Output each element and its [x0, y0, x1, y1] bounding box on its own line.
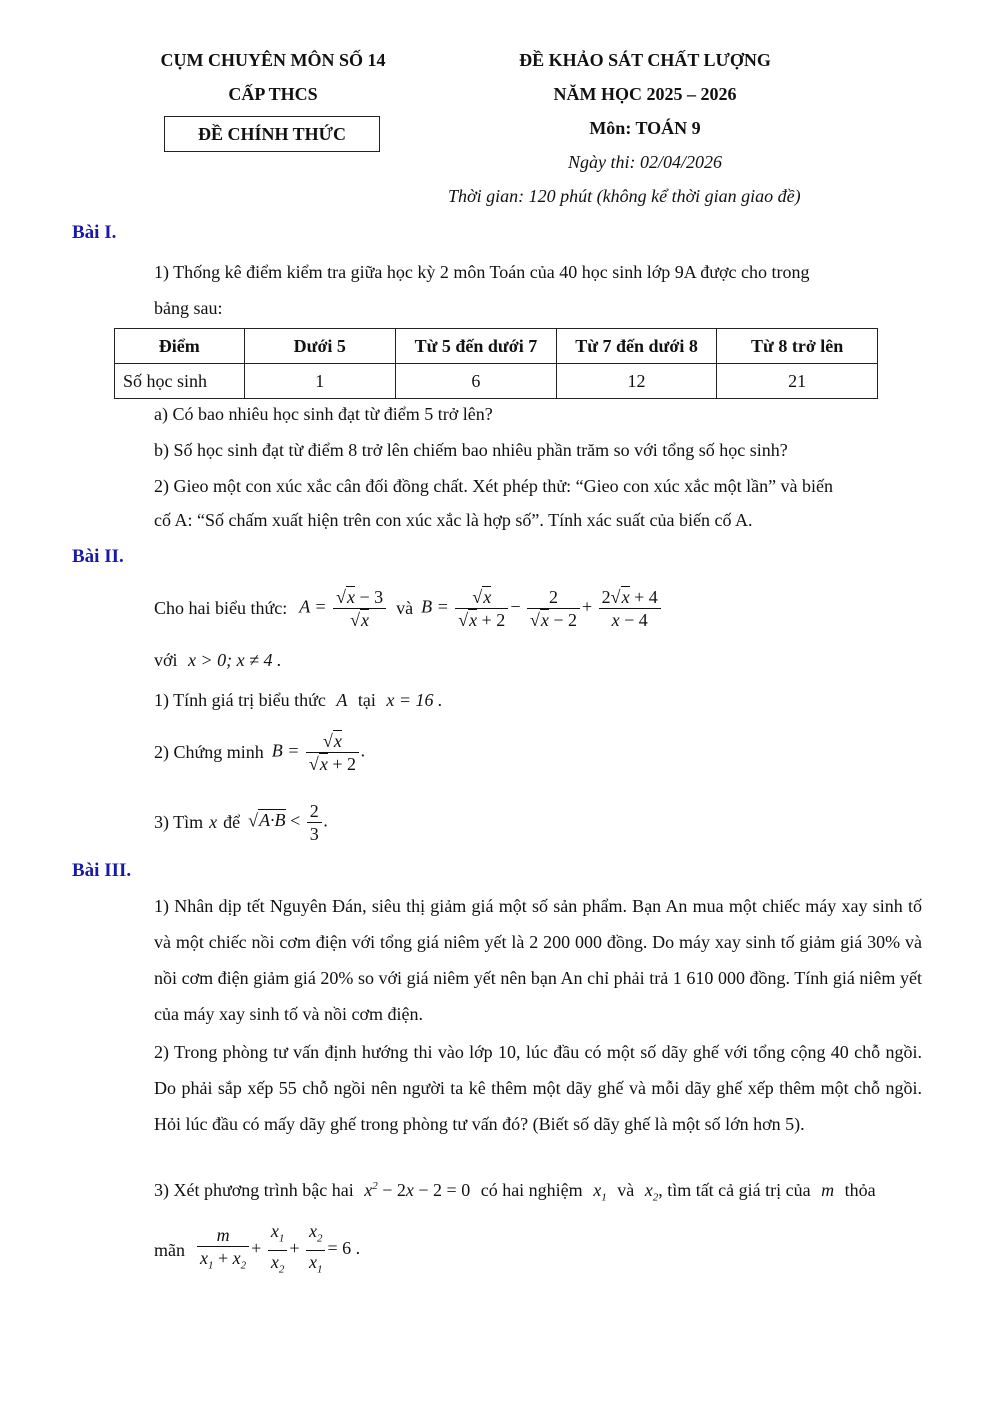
section-2-heading: Bài II. — [72, 546, 124, 567]
b1-q1-intro-a: 1) Thống kê điểm kiểm tra giữa học kỳ 2 môn Toán của 40 học sinh lớp 9A được cho trong — [154, 262, 810, 282]
table-cell: 21 — [717, 364, 878, 399]
q3-text: 3) Tìm — [154, 811, 204, 832]
q1-text: 1) Tính giá trị biểu thức — [154, 690, 326, 710]
b2-q3: 3) Tìm x để √A·B < $\frac{2}{3}$ . — [154, 800, 329, 844]
table-header-cell: Từ 8 trở lên — [717, 329, 878, 364]
b1-q1-intro-b: bảng sau: — [154, 298, 223, 318]
b2-intro: Cho hai biểu thức: — [154, 597, 288, 618]
section-3-heading: Bài III. — [72, 860, 132, 881]
p3-and: và — [617, 1180, 635, 1200]
p3-man: mãn — [154, 1239, 185, 1260]
q3-de: để — [223, 811, 241, 832]
b1-qb: b) Số học sinh đạt từ điểm 8 trở lên chiếm bao nhiêu phần trăm so với tổng số học sinh? — [154, 440, 788, 460]
cond-label: với — [154, 650, 178, 670]
org-level: CẤP THCS — [228, 84, 318, 104]
cond-expr: x > 0; x ≠ 4 . — [188, 650, 282, 670]
b2-q1 — [154, 690, 443, 711]
table-header-cell: Từ 7 đến dưới 8 — [556, 329, 717, 364]
p3-mid: có hai nghiệm — [480, 1180, 583, 1200]
exam-year: NĂM HỌC 2025 – 2026 — [553, 84, 737, 104]
b3-p1: 1) Nhân dịp tết Nguyên Đán, siêu thị giảm giá một số sản phẩm. Bạn An mua một chiếc máy xay sinh tố và một chiếc nồi cơm điện với tổng giá niêm yết là 2 200 000 đồng. Do máy xay sinh tố giảm giá 30% và nồi cơm điện giảm giá 20% so với giá niêm yết nên bạn An chỉ phải trả 1 610 000 đồng. Tính giá niêm yết của máy xay sinh tố và nồi cơm điện. — [154, 896, 922, 1024]
table-header-cell: Điểm — [115, 329, 245, 364]
q3-var: x — [209, 811, 218, 832]
b1-q2-line1: 2) Gieo một con xúc xắc cân đối đồng chất. Xét phép thử: “Gieo con xúc xắc một lần” và biến — [154, 476, 834, 496]
expr-a: A = $\frac{√x - 3}{√x}$ — [299, 586, 388, 631]
p3-end: , tìm tất cả giá trị của — [658, 1180, 811, 1200]
q1-var: A — [336, 690, 348, 710]
exam-time: Thời gian: 120 phút (không kể thời gian giao đề) — [448, 186, 801, 206]
p3-text: 3) Xét phương trình bậc hai — [154, 1180, 354, 1200]
b3-p3-condition: mãn $\frac{m}{x_1 + x_2}$ + $\frac{x_1}{x_2}$ + $\frac{x_2}{x_1}$ = 6 . — [154, 1220, 361, 1276]
official-badge: ĐỀ CHÍNH THỨC — [164, 116, 380, 152]
q2-text: 2) Chứng minh — [154, 741, 264, 762]
b3-p3: 3) Xét phương trình bậc hai $x^2 - 2x - 2 = 0$ có hai nghiệm $x_1$ và $x_2$, tìm tất cả giá trị của m thỏa — [154, 1180, 876, 1204]
exam-subject: Môn: TOÁN 9 — [589, 118, 701, 138]
score-table — [114, 328, 878, 399]
table-cell: 12 — [556, 364, 717, 399]
q1-at: tại — [357, 690, 376, 710]
exam-date: Ngày thi: 02/04/2026 — [568, 152, 722, 172]
b1-qa: a) Có bao nhiêu học sinh đạt từ điểm 5 trở lên? — [154, 404, 493, 424]
section-1-heading: Bài I. — [72, 222, 117, 243]
q1-expr: x = 16 . — [386, 690, 443, 710]
p3-m: m — [821, 1180, 835, 1200]
b2-q2: 2) Chứng minh B = $\frac{√x}{√x + 2}$ . — [154, 730, 366, 774]
b2-condition — [154, 650, 282, 671]
org-name: CỤM CHUYÊN MÔN SỐ 14 — [160, 50, 386, 70]
table-header-cell: Dưới 5 — [244, 329, 396, 364]
table-cell: 6 — [396, 364, 557, 399]
b2-and: và — [396, 597, 414, 618]
table-header-cell: Từ 5 đến dưới 7 — [396, 329, 557, 364]
table-row-label: Số học sinh — [115, 364, 245, 399]
b2-expressions — [154, 580, 663, 636]
b3-p2: 2) Trong phòng tư vấn định hướng thi vào lớp 10, lúc đầu có một số dãy ghế với tổng cộng 40 chỗ ngồi. Do phải sắp xếp 55 chỗ ngồi nên người ta kê thêm một dãy ghế và mỗi dãy ghế xếp thêm một chỗ ngồi. Hỏi lúc đầu có mấy dãy ghế trong phòng tư vấn đó? (Biết số dãy ghế là một số lớn hơn 5). — [154, 1042, 922, 1134]
b1-q2-line2: cố A: “Số chấm xuất hiện trên con xúc xắc là hợp số”. Tính xác suất của biến cố A. — [154, 510, 753, 530]
exam-title: ĐỀ KHẢO SÁT CHẤT LƯỢNG — [519, 50, 771, 70]
expr-b: B = $\frac{√x}{√x + 2}$ − $\frac{2}{√x - 2}$ + $\frac{2√x + 4}{x - 4}$ — [421, 586, 663, 631]
table-cell: 1 — [244, 364, 396, 399]
p3-thoa: thỏa — [844, 1180, 876, 1200]
